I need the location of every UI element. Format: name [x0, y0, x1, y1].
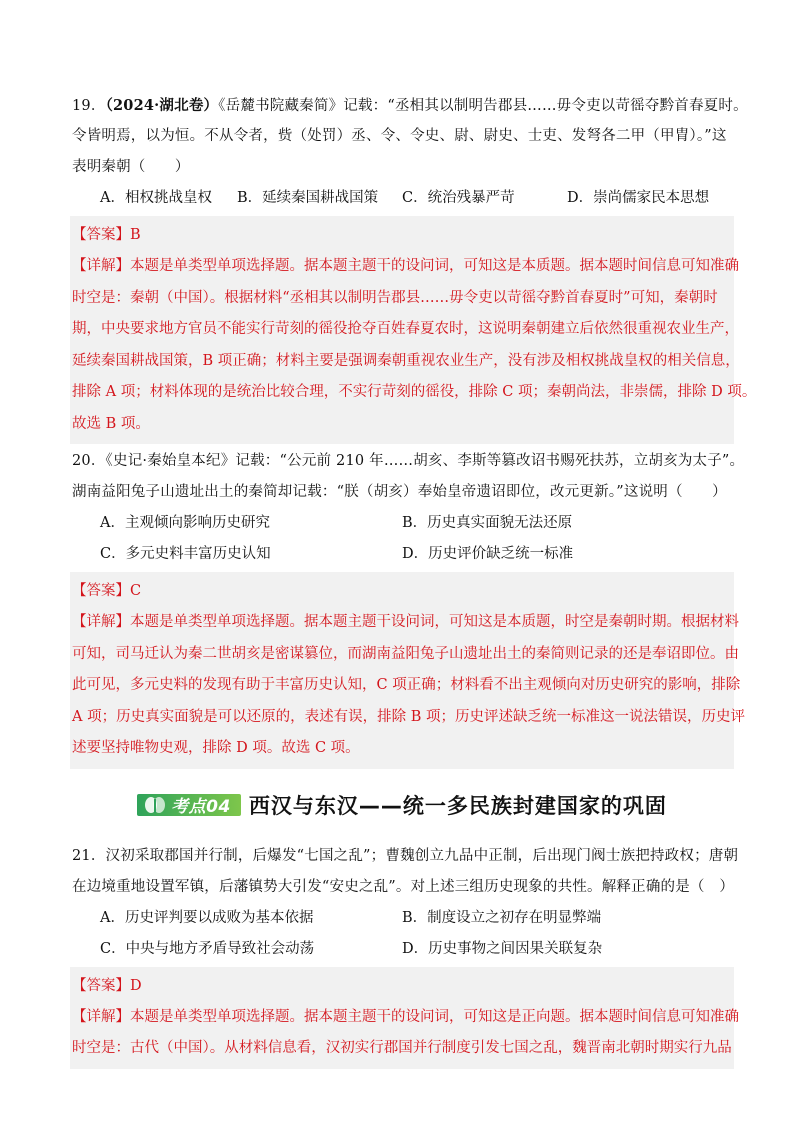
- section-badge-label: 考点04: [171, 797, 231, 817]
- question-21-line-2: 在边境重地设置军镇，后藩镇势大引发“安史之乱”。对上述三组历史现象的共性。解释正确的是（ ）: [72, 878, 735, 895]
- question-19-line-2: 令皆明焉，以为恒。不从令者，赀（处罚）丞、令、令史、尉、尉史、士吏、发弩各二甲（甲胄）。”这: [72, 128, 727, 144]
- explanation-19-line-5: 排除 A 项；材料体现的是统治比较合理，不实行苛刻的徭役，排除 C 项；秦朝尚法，非崇儒，排除 D 项。: [72, 384, 757, 400]
- section-title: 西汉与东汉——统一多民族封建国家的巩固: [248, 793, 667, 818]
- question-20-options-row-1: [72, 508, 732, 539]
- question-20-line-2: 湖南益阳兔子山遗址出土的秦简却记载：“朕（胡亥）奉始皇帝遗诏即位，改元更新。”这说明（ ）: [72, 484, 727, 500]
- answer-21: 【答案】D: [72, 977, 142, 994]
- option-d: D．崇尚儒家民本思想: [567, 190, 710, 206]
- leaf-icon: [143, 795, 167, 815]
- option-b: B．制度设立之初存在明显弊端: [402, 909, 602, 926]
- explanation-20-line-5: 述要坚持唯物史观，排除 D 项。故选 C 项。: [72, 740, 360, 756]
- question-19-number: 19．: [72, 98, 106, 114]
- question-19-stem: 《岳麓书院藏秦简》记载：“丞相其以制明告郡县……毋令吏以苛徭夺黔首春夏时。: [218, 98, 748, 114]
- question-21-options-row-1: [72, 903, 732, 934]
- explanation-20-line-3: 此可见，多元史料的发现有助于丰富历史认知，C 项正确；材料看不出主观倾向对历史研究的影响，排除: [72, 677, 741, 693]
- answer-20: 【答案】C: [72, 583, 142, 599]
- option-d: D．历史评价缺乏统一标准: [402, 546, 574, 562]
- question-19-line-3: 表明秦朝（ ）: [72, 159, 190, 175]
- answer-box-19: [70, 216, 757, 444]
- explanation-19-line-4: 延续秦国耕战国策，B 项正确；材料主要是强调秦朝重视农业生产，没有涉及相权挑战皇权的相关信息，: [72, 352, 740, 369]
- answer-box-21: [70, 967, 739, 1069]
- explanation-21-line-2: 时空是：古代（中国）。从材料信息看，汉初实行郡国并行制度引发七国之乱，魏晋南北朝时期实行九品: [72, 1040, 732, 1056]
- explanation-19-line-3: 期，中央要求地方官员不能实行苛刻的徭役抢夺百姓春夏农时，这说明秦朝建立后依然很重视农业生产，: [72, 321, 739, 337]
- section-badge: [137, 794, 241, 816]
- question-20: [72, 446, 745, 769]
- question-21-options-row-2: [72, 934, 732, 965]
- document-page: [72, 90, 757, 1071]
- option-a: A．主观倾向影响历史研究: [100, 515, 270, 531]
- question-19-source: （2024·湖北卷）: [105, 97, 219, 114]
- explanation-20-line-2: 可知，司马迁认为秦二世胡亥是密谋篡位，而湖南益阳兔子山遗址出土的秦简则记录的还是奉诏即位。由: [72, 645, 739, 662]
- explanation-19-line-1: 【详解】本题是单类型单项选择题。据本题主题干的设问词，可知这是本质题。据本题时间信息可知准确: [72, 258, 739, 274]
- explanation-19-line-6: 故选 B 项。: [72, 415, 150, 432]
- option-b: B．历史真实面貌无法还原: [402, 515, 573, 531]
- question-19: [72, 90, 757, 444]
- option-a: A．相权挑战皇权: [100, 190, 212, 206]
- question-20-line-1: 20．《史记·秦始皇本纪》记载：“公元前 210 年……胡亥、李斯等篡改诏书赐死扶苏，立胡亥为太子”。: [72, 453, 745, 469]
- option-c: C．统治残暴严苛: [402, 190, 515, 206]
- explanation-20-line-4: A 项；历史真实面貌是可以还原的，表述有误，排除 B 项；历史评述缺乏统一标准这一说法错误，历史评: [72, 708, 745, 725]
- question-20-options-row-2: [72, 539, 732, 570]
- question-19-options: [72, 183, 732, 214]
- explanation-21-line-1: 【详解】本题是单类型单项选择题。据本题主题干的设问词，可知这是正向题。据本题时间信息可知准确: [72, 1008, 739, 1025]
- explanation-20-line-1: 【详解】本题是单类型单项选择题。据本题主题干设问词，可知这是本质题，时空是秦朝时期。根据材料: [72, 614, 739, 630]
- option-c: C．多元史料丰富历史认知: [100, 546, 271, 562]
- option-b: B．延续秦国耕战国策: [237, 190, 379, 206]
- answer-box-20: [70, 572, 745, 769]
- section-header: [72, 775, 732, 835]
- option-d: D．历史事物之间因果关联复杂: [402, 940, 603, 957]
- question-21-line-1: 21．汉初采取郡国并行制，后爆发“七国之乱”；曹魏创立九品中正制，后出现门阀士族把持政权；唐朝: [72, 847, 739, 864]
- explanation-19-line-2: 时空是：秦朝（中国）。根据材料“丞相其以制明告郡县……毋令吏以苛徭夺黔首春夏时”可知，秦朝时: [72, 289, 718, 306]
- answer-19: 【答案】B: [72, 227, 141, 243]
- question-19-line-1: [72, 90, 748, 121]
- question-21: [72, 841, 739, 1069]
- option-c: C．中央与地方矛盾导致社会动荡: [100, 940, 315, 957]
- option-a: A．历史评判要以成败为基本依据: [100, 909, 314, 926]
